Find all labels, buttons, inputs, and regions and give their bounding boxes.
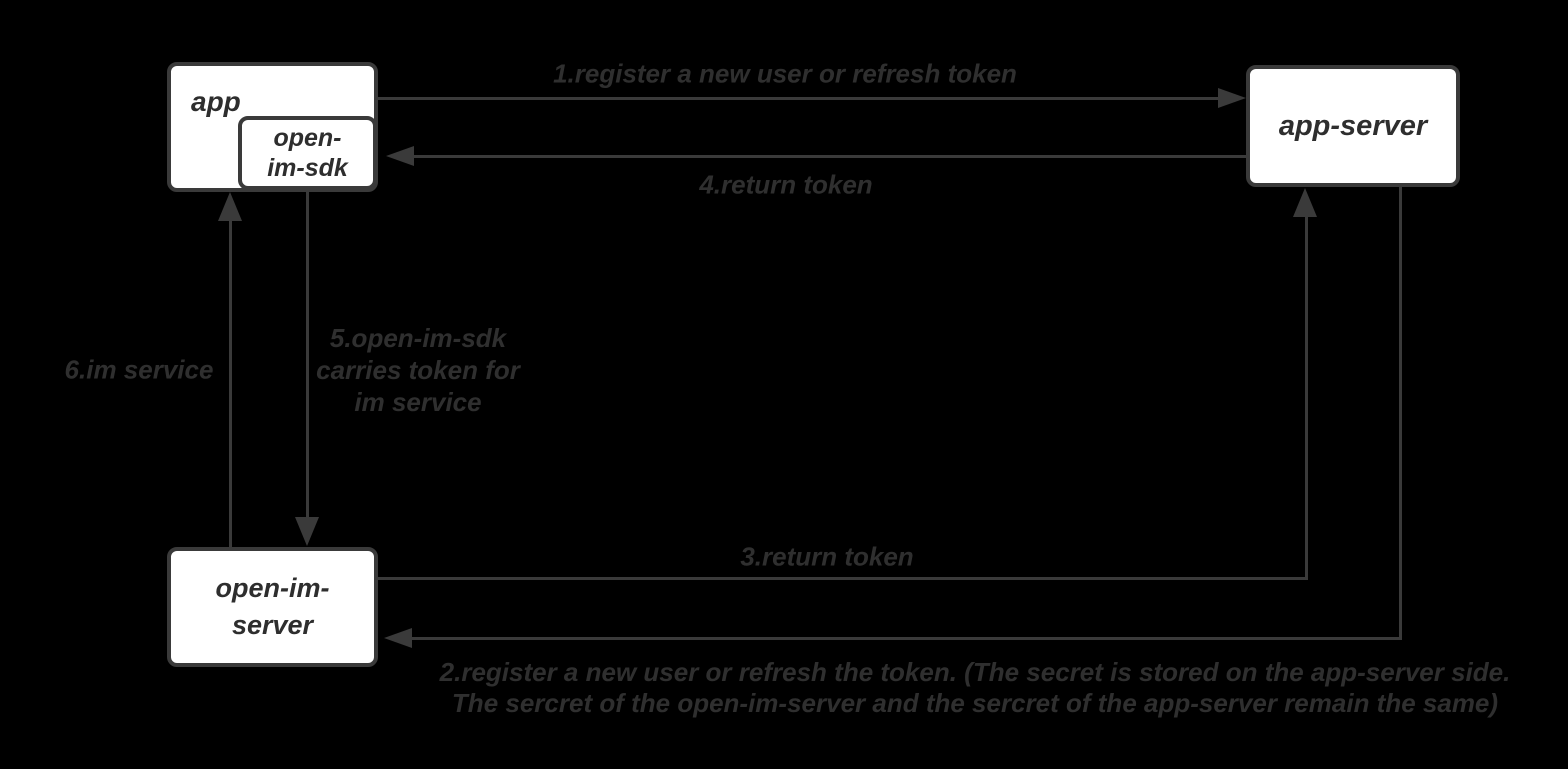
edge-5-label-line2: carries token for [316,355,520,385]
node-app-server-label: app-server [1278,109,1428,142]
edge-5-arrowhead-down-icon [295,517,319,546]
edge-2-label-line2: The sercret of the open-im-server and the sercret of the app-server remain the same) [451,688,1499,718]
edge-6-line [229,220,232,547]
node-open-im-server [167,547,378,667]
node-open-im-sdk [238,116,377,190]
edge-4-label: 4.return token [699,169,873,200]
edge-5-line [306,190,309,518]
node-app-server [1246,65,1460,187]
edge-3-label: 3.return token [740,541,914,572]
edge-4-arrowhead-left-icon [386,146,414,166]
node-app-label: app [191,86,241,117]
edge-5-label [316,322,520,418]
edge-2-line-vertical [1399,187,1402,640]
edge-2-arrowhead-left-icon [384,628,412,648]
edge-5-label-line1: 5.open-im-sdk [329,323,507,353]
node-open-im-sdk-label-line1: open- [273,124,342,152]
edge-3-line-vertical [1305,216,1308,580]
edge-3-line-horizontal [378,577,1308,580]
edge-6-label: 6.im service [64,354,214,385]
node-open-im-server-label-line2: server [231,610,314,640]
edge-1-label: 1.register a new user or refresh token [553,58,1017,89]
edge-4-line [414,155,1246,158]
edge-2-label [440,657,1511,719]
node-open-im-server-label-line1: open-im- [215,573,330,603]
edge-5-label-line3: im service [354,387,482,417]
edge-2-label-line1: 2.register a new user or refresh the token. (The secret is stored on the app-server side. [439,657,1511,687]
edge-1-arrowhead-right-icon [1218,88,1246,108]
edge-2-line-horizontal [412,637,1402,640]
edge-3-arrowhead-up-icon [1293,188,1317,217]
node-open-im-sdk-label-line2: im-sdk [267,154,348,182]
edge-6-arrowhead-up-icon [218,192,242,221]
edge-1-line [378,97,1220,100]
